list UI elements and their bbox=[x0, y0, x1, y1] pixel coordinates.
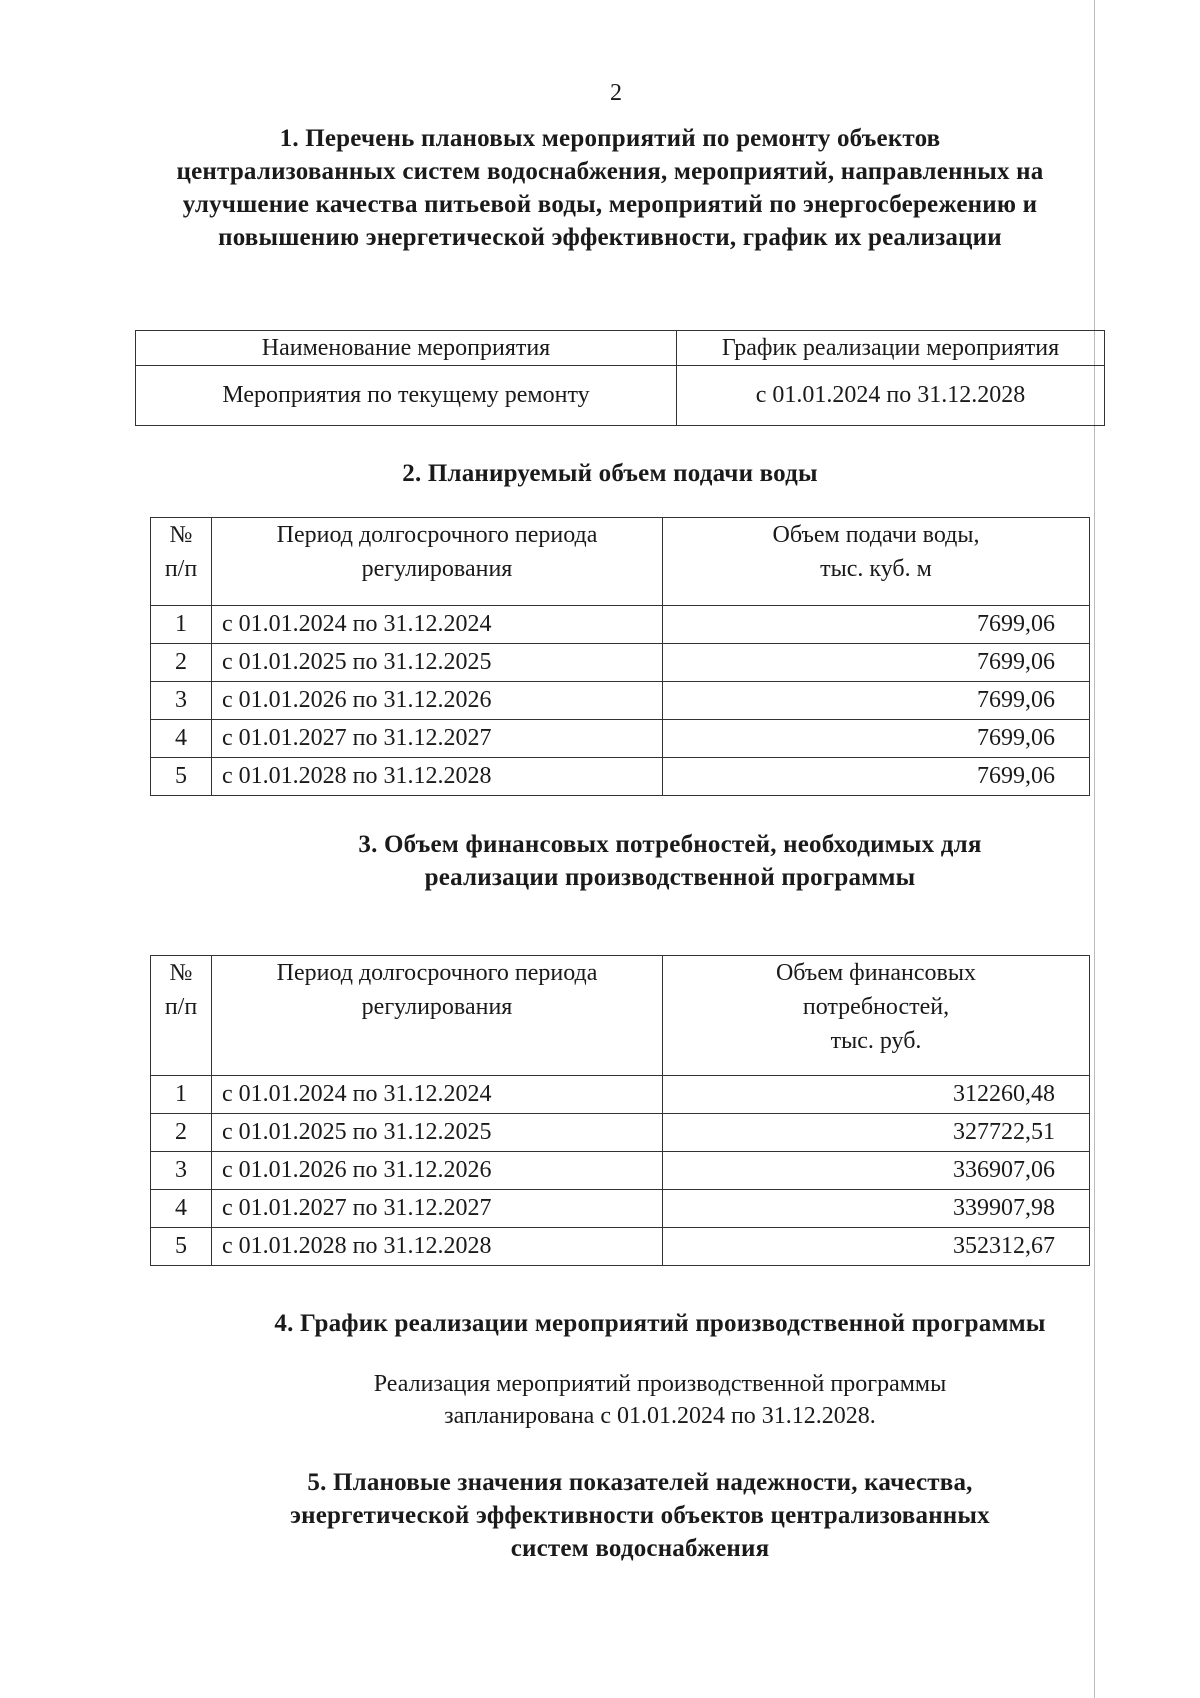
section3-title-line: реализации производственной программы bbox=[424, 864, 916, 891]
table-header-row bbox=[136, 331, 1105, 366]
header-financial-line: тыс. руб. bbox=[830, 1028, 922, 1054]
cell-financial-volume: 327722,51 bbox=[663, 1114, 1090, 1152]
cell-number: 2 bbox=[151, 1114, 212, 1152]
table-row bbox=[151, 644, 1090, 682]
section1-title-line: 1. Перечень плановых мероприятий по ремонту объектов bbox=[279, 125, 941, 152]
table-header-row bbox=[151, 518, 1090, 606]
cell-number: 1 bbox=[151, 1076, 212, 1114]
cell-volume: 7699,06 bbox=[663, 720, 1090, 758]
section1-title bbox=[130, 122, 1090, 254]
header-schedule: График реализации мероприятия bbox=[677, 331, 1105, 366]
header-financial-line: Объем финансовых bbox=[775, 960, 977, 986]
table-row bbox=[151, 682, 1090, 720]
cell-number: 3 bbox=[151, 682, 212, 720]
section3-title bbox=[260, 828, 1080, 894]
header-financial-volume bbox=[663, 956, 1090, 1076]
table-header-row bbox=[151, 956, 1090, 1076]
table-row bbox=[151, 1190, 1090, 1228]
page-edge-line bbox=[1094, 0, 1095, 1698]
cell-period: с 01.01.2025 по 31.12.2025 bbox=[212, 1114, 663, 1152]
section4-text bbox=[200, 1368, 1120, 1432]
header-volume-line: тыс. куб. м bbox=[820, 556, 932, 582]
section2-title: 2. Планируемый объем подачи воды bbox=[402, 460, 818, 487]
header-number-line: п/п bbox=[164, 556, 198, 582]
header-number bbox=[151, 956, 212, 1076]
section5-title-line: энергетической эффективности объектов централизованных bbox=[290, 1502, 990, 1529]
header-period-line: регулирования bbox=[361, 556, 513, 582]
table-row bbox=[151, 720, 1090, 758]
cell-number: 1 bbox=[151, 606, 212, 644]
financial-needs-table bbox=[150, 955, 1090, 1266]
cell-volume: 7699,06 bbox=[663, 682, 1090, 720]
header-volume bbox=[663, 518, 1090, 606]
cell-volume: 7699,06 bbox=[663, 758, 1090, 796]
cell-period: с 01.01.2027 по 31.12.2027 bbox=[212, 1190, 663, 1228]
section1-title-line: повышению энергетической эффективности, график их реализации bbox=[218, 224, 1002, 251]
cell-schedule: с 01.01.2024 по 31.12.2028 bbox=[677, 366, 1105, 426]
cell-period: с 01.01.2027 по 31.12.2027 bbox=[212, 720, 663, 758]
header-volume-line: Объем подачи воды, bbox=[772, 522, 980, 548]
cell-financial-volume: 312260,48 bbox=[663, 1076, 1090, 1114]
cell-period: с 01.01.2025 по 31.12.2025 bbox=[212, 644, 663, 682]
cell-financial-volume: 339907,98 bbox=[663, 1190, 1090, 1228]
table-row bbox=[151, 1114, 1090, 1152]
cell-number: 3 bbox=[151, 1152, 212, 1190]
section4-text-line: запланирована с 01.01.2024 по 31.12.2028. bbox=[444, 1403, 876, 1429]
cell-number: 2 bbox=[151, 644, 212, 682]
header-period bbox=[212, 518, 663, 606]
cell-volume: 7699,06 bbox=[663, 644, 1090, 682]
cell-financial-volume: 336907,06 bbox=[663, 1152, 1090, 1190]
section3-title-line: 3. Объем финансовых потребностей, необходимых для bbox=[358, 831, 982, 858]
cell-period: с 01.01.2024 по 31.12.2024 bbox=[212, 606, 663, 644]
water-supply-table bbox=[150, 517, 1090, 796]
cell-financial-volume: 352312,67 bbox=[663, 1228, 1090, 1266]
page-number: 2 bbox=[610, 80, 622, 106]
table-row bbox=[136, 366, 1105, 426]
cell-number: 4 bbox=[151, 720, 212, 758]
cell-event-name: Мероприятия по текущему ремонту bbox=[136, 366, 677, 426]
section1-title-line: улучшение качества питьевой воды, мероприятий по энергосбережению и bbox=[182, 191, 1038, 218]
table-row bbox=[151, 758, 1090, 796]
section5-title bbox=[230, 1466, 1050, 1565]
section1-title-line: централизованных систем водоснабжения, мероприятий, направленных на bbox=[176, 158, 1044, 185]
header-financial-line: потребностей, bbox=[802, 994, 950, 1020]
header-number-line: № bbox=[169, 960, 193, 986]
header-event-name: Наименование мероприятия bbox=[136, 331, 677, 366]
table-row bbox=[151, 1076, 1090, 1114]
section4-title: 4. График реализации мероприятий производственной программы bbox=[274, 1310, 1046, 1337]
header-number bbox=[151, 518, 212, 606]
header-period-line: регулирования bbox=[361, 994, 513, 1020]
cell-number: 5 bbox=[151, 1228, 212, 1266]
cell-period: с 01.01.2026 по 31.12.2026 bbox=[212, 1152, 663, 1190]
header-period-line: Период долгосрочного периода bbox=[276, 522, 598, 548]
cell-period: с 01.01.2026 по 31.12.2026 bbox=[212, 682, 663, 720]
table-row bbox=[151, 606, 1090, 644]
header-number-line: № bbox=[169, 522, 193, 548]
section5-title-line: систем водоснабжения bbox=[510, 1535, 770, 1562]
header-period-line: Период долгосрочного периода bbox=[276, 960, 598, 986]
cell-number: 4 bbox=[151, 1190, 212, 1228]
cell-number: 5 bbox=[151, 758, 212, 796]
table-row bbox=[151, 1228, 1090, 1266]
cell-period: с 01.01.2028 по 31.12.2028 bbox=[212, 758, 663, 796]
cell-period: с 01.01.2028 по 31.12.2028 bbox=[212, 1228, 663, 1266]
table-row bbox=[151, 1152, 1090, 1190]
section5-title-line: 5. Плановые значения показателей надежности, качества, bbox=[307, 1469, 973, 1496]
header-period bbox=[212, 956, 663, 1076]
cell-volume: 7699,06 bbox=[663, 606, 1090, 644]
section4-text-line: Реализация мероприятий производственной программы bbox=[373, 1371, 947, 1397]
header-number-line: п/п bbox=[164, 994, 198, 1020]
cell-period: с 01.01.2024 по 31.12.2024 bbox=[212, 1076, 663, 1114]
events-table bbox=[135, 330, 1105, 426]
